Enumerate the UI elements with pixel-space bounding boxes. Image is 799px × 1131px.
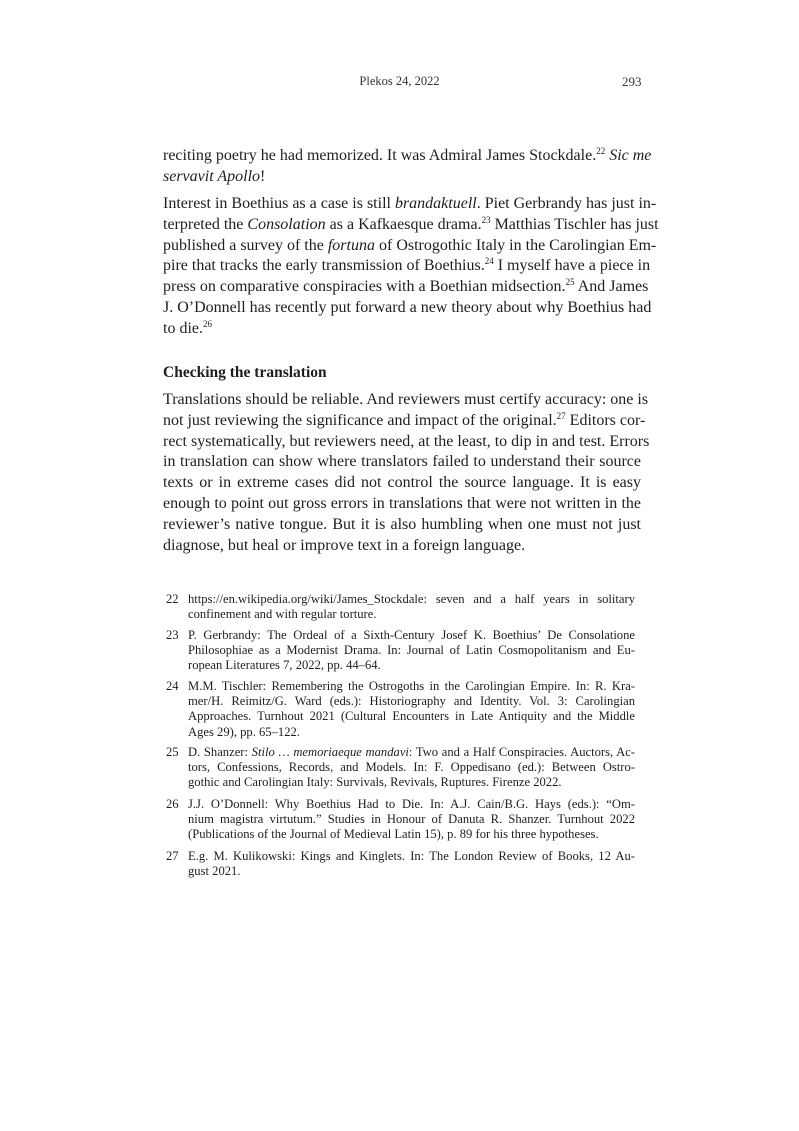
text-line: reciting poetry he had memorized. It was Admiral James Stockdale.$^{22}$ Sic me bbox=[163, 146, 652, 164]
footnote-reference[interactable]: 25 bbox=[565, 277, 575, 288]
footnote-number: 26 bbox=[166, 797, 179, 811]
footnote-reference[interactable]: 22 bbox=[596, 146, 606, 156]
text-line: confinement and with regular torture. bbox=[188, 607, 377, 622]
text-line: pire that tracks the early transmission of Boethius.$^{24}$ I myself have a piece in bbox=[163, 256, 651, 275]
text-line: in translation can show where translators failed to understand their source bbox=[163, 453, 641, 471]
paragraph-2 bbox=[163, 194, 659, 340]
running-head: Plekos 24, 2022 bbox=[359, 74, 440, 88]
section-heading: Checking the translation bbox=[163, 364, 327, 381]
text-line: nium magistra virtutum.” Studies in Honour of Danuta R. Shanzer. Turnhout 2022 bbox=[188, 812, 635, 827]
text-line: Approaches. Turnhout 2021 (Cultural Encounters in Late Antiquity and the Middle bbox=[188, 709, 635, 724]
text-line: Ages 29), pp. 65–122. bbox=[188, 724, 300, 739]
text-line: https://en.wikipedia.org/wiki/James_Stockdale: seven and a half years in solitary bbox=[188, 592, 635, 606]
footnote-text bbox=[188, 592, 635, 622]
footnote-reference[interactable]: 26 bbox=[203, 318, 212, 329]
text-line: not just reviewing the significance and impact of the original.$^{27}$ Editors cor- bbox=[163, 410, 646, 429]
text-line: J.J. O’Donnell: Why Boethius Had to Die. In: A.J. Cain/B.G. Hays (eds.): “Om- bbox=[188, 797, 635, 811]
text-line: diagnose, but heal or improve text in a foreign language. bbox=[163, 536, 526, 554]
italic-text: servavit Apollo bbox=[163, 167, 261, 185]
text-line: enough to point out gross errors in translations that were not written in the bbox=[163, 494, 641, 512]
footnote-text bbox=[188, 797, 635, 843]
text-line: texts or in extreme cases did not control the source language. It is easy bbox=[163, 474, 641, 492]
page-number: 293 bbox=[622, 74, 642, 89]
italic-text: brandaktuell bbox=[394, 195, 477, 212]
footnote-reference[interactable]: 24 bbox=[484, 256, 494, 267]
text-line: Interest in Boethius as a case is still brandaktuell. Piet Gerbrandy has just in- bbox=[163, 195, 657, 212]
text-line: ropean Literatures 7, 2022, pp. 44–64. bbox=[188, 658, 381, 673]
text-line: rect systematically, but reviewers need, at the least, to dip in and test. Errors bbox=[163, 432, 650, 450]
footnote-number: 25 bbox=[166, 745, 179, 759]
italic-text: Stilo … memoriaeque mandavi bbox=[251, 745, 409, 759]
footnote-text bbox=[188, 745, 635, 791]
footnote-number: 27 bbox=[166, 849, 179, 863]
footnote-number: 22 bbox=[166, 592, 179, 606]
footnote-number: 23 bbox=[166, 628, 179, 642]
text-line: mer/H. Reimitz/G. Ward (eds.): Historiography and Identity. Vol. 3: Carolingian bbox=[188, 694, 635, 709]
text-line: gust 2021. bbox=[188, 864, 241, 879]
text-line: terpreted the Consolation as a Kafkaesque drama.$^{23}$ Matthias Tischler has just bbox=[163, 214, 659, 233]
paragraph-3 bbox=[163, 390, 650, 556]
text-line: to die.$^{26}$ bbox=[163, 318, 212, 337]
text-line: P. Gerbrandy: The Ordeal of a Sixth-Century Josef K. Boethius’ De Consolatione bbox=[188, 628, 635, 642]
text-line: (Publications of the Journal of Medieval Latin 15), p. 89 for his three hypotheses. bbox=[188, 827, 599, 842]
text-line: E.g. M. Kulikowski: Kings and Kinglets. In: The London Review of Books, 12 Au- bbox=[188, 849, 635, 863]
text-line: M.M. Tischler: Remembering the Ostrogoths in the Carolingian Empire. In: R. Kra- bbox=[188, 679, 635, 693]
text-line: published a survey of the fortuna of Ostrogothic Italy in the Carolingian Em- bbox=[163, 236, 657, 254]
footnote-text bbox=[188, 628, 635, 674]
text-line: reviewer’s native tongue. But it is also humbling when one must not just bbox=[163, 515, 641, 533]
italic-text: Consolation bbox=[247, 215, 326, 233]
footnote-reference[interactable]: 23 bbox=[481, 214, 491, 225]
text-line: tors, Confessions, Records, and Models. In: F. Oppedisano (ed.): Between Ostro- bbox=[188, 760, 635, 775]
footnote-text bbox=[188, 679, 635, 740]
text-line: D. Shanzer: Stilo … memoriaeque mandavi: Two and a Half Conspiracies. Auctors, Ac- bbox=[188, 745, 635, 759]
text-line: press on comparative conspiracies with a Boethian midsection.$^{25}$ And James bbox=[163, 277, 649, 296]
paragraph-1 bbox=[163, 146, 652, 188]
text-line: J. O’Donnell has recently put forward a new theory about why Boethius had bbox=[163, 298, 652, 316]
footnote-text bbox=[188, 849, 635, 879]
text-line: servavit Apollo! bbox=[163, 167, 266, 185]
italic-text: Sic me bbox=[609, 147, 652, 164]
italic-text: fortuna bbox=[327, 236, 375, 254]
footnote-number: 24 bbox=[166, 679, 179, 693]
text-line: gothic and Carolingian Italy: Survivals, Revivals, Ruptures. Firenze 2022. bbox=[188, 775, 562, 790]
text-line: Translations should be reliable. And reviewers must certify accuracy: one is bbox=[163, 391, 649, 408]
text-line: Philosophiae as a Modernist Drama. In: Journal of Latin Cosmopolitanism and Eu- bbox=[188, 643, 635, 658]
footnote-reference[interactable]: 27 bbox=[556, 410, 566, 421]
